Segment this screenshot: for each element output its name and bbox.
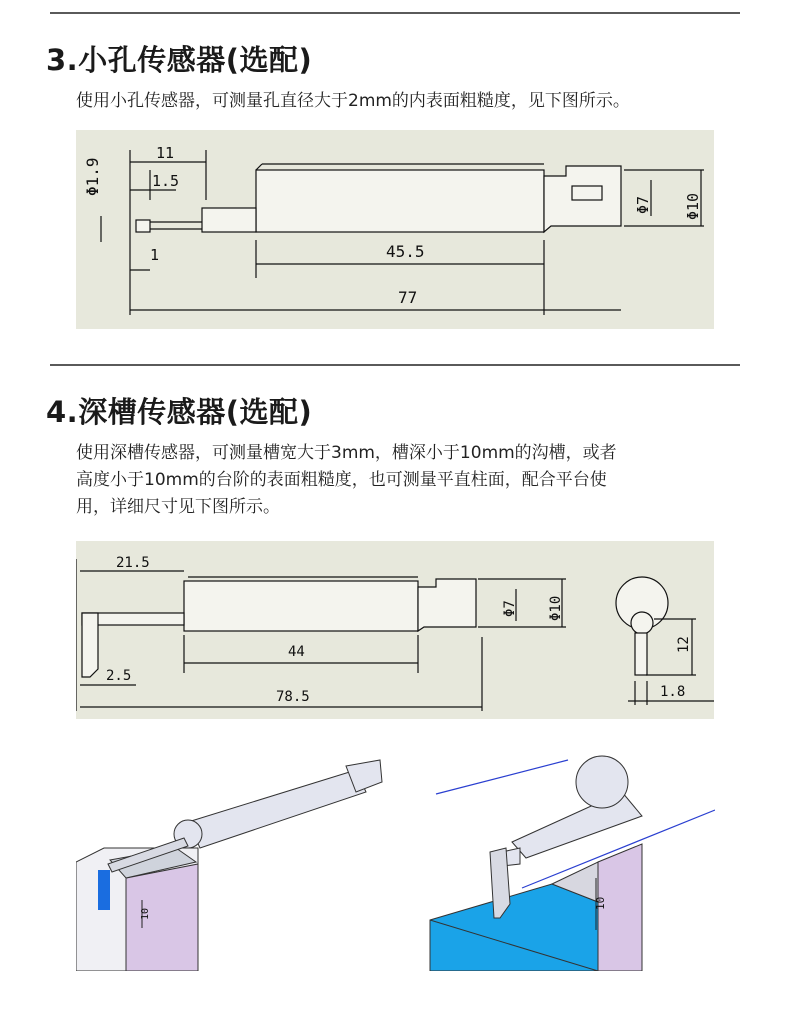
dim-2-5: 2.5 bbox=[106, 668, 132, 684]
groove-render-left bbox=[76, 752, 389, 971]
render-left-label: 10 bbox=[140, 907, 151, 920]
dim-dia-7: Φ7 bbox=[634, 195, 652, 214]
dim-1: 1 bbox=[150, 246, 160, 264]
dim-dia-10: Φ10 bbox=[684, 192, 702, 220]
dim-1-8: 1.8 bbox=[660, 684, 686, 700]
middle-divider bbox=[50, 364, 740, 366]
section4-heading: 4.深槽传感器(选配) bbox=[46, 395, 313, 429]
section4-description-line1: 使用深槽传感器，可测量槽宽大于3mm，槽深小于10mm的沟槽，或者 bbox=[76, 443, 617, 463]
small-hole-sensor-drawing bbox=[76, 130, 714, 329]
section3-description: 使用小孔传感器，可测量孔直径大于2mm的内表面粗糙度，见下图所示。 bbox=[76, 91, 630, 111]
render-right-label: 10 bbox=[594, 896, 607, 910]
groove-render-right bbox=[402, 752, 715, 971]
dim-12: 12 bbox=[676, 636, 692, 653]
dim-dia-tip: Φ1.9 bbox=[83, 157, 102, 196]
dim-1-5: 1.5 bbox=[152, 172, 180, 190]
dim-77: 77 bbox=[398, 288, 418, 307]
dim-11: 11 bbox=[156, 144, 175, 162]
dim-45-5: 45.5 bbox=[386, 242, 425, 261]
dim-44: 44 bbox=[288, 644, 305, 660]
top-divider bbox=[50, 12, 740, 14]
section4-description-line3: 用，详细尺寸见下图所示。 bbox=[76, 497, 280, 517]
dim-21-5: 21.5 bbox=[116, 555, 150, 571]
dim-dia-7: Φ7 bbox=[502, 600, 518, 617]
section4-description-line2: 高度小于10mm的台阶的表面粗糙度，也可测量平直柱面，配合平台使 bbox=[76, 470, 607, 490]
deep-groove-sensor-drawing bbox=[76, 541, 714, 719]
dim-dia-10: Φ10 bbox=[548, 595, 564, 621]
section3-heading: 3.小孔传感器(选配) bbox=[46, 43, 313, 77]
dim-78-5: 78.5 bbox=[276, 689, 310, 705]
